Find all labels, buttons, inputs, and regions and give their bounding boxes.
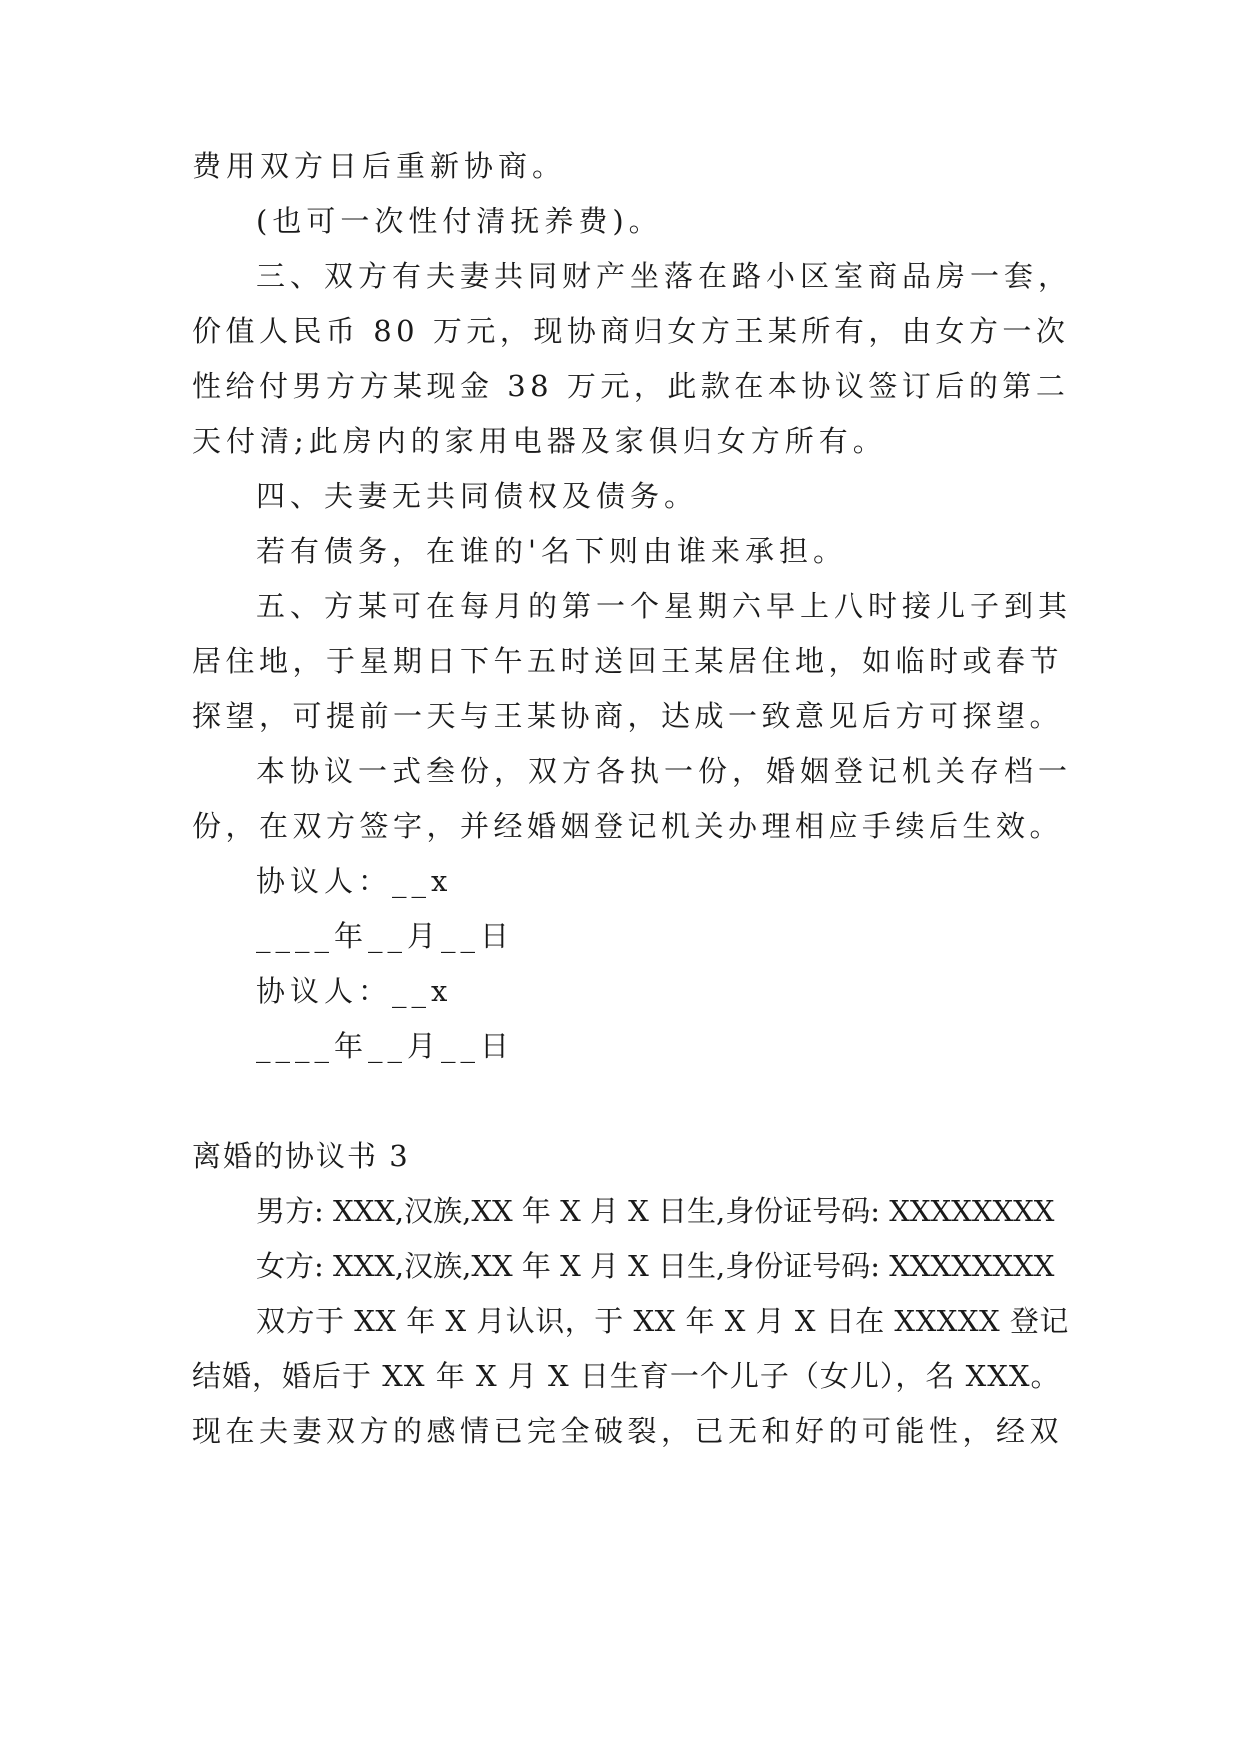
signatory-line: 协议人：__x: [256, 864, 453, 898]
date-line: ____年__月__日: [256, 919, 515, 953]
text-line: 男方: XXX,汉族,XX 年 X 月 X 日生,身份证号码: XXXXXXXX: [256, 1194, 1055, 1228]
text-line: 双方于 XX 年 X 月认识，于 XX 年 X 月 X 日在 XXXXX 登记: [256, 1304, 1069, 1338]
section-title: 离婚的协议书 3: [192, 1139, 410, 1173]
text-line: (也可一次性付清抚养费)。: [256, 204, 663, 238]
text-line: 本协议一式叁份，双方各执一份，婚姻登记机关存档一: [256, 754, 1073, 788]
text-line: 女方: XXX,汉族,XX 年 X 月 X 日生,身份证号码: XXXXXXXX: [256, 1249, 1055, 1283]
text-line: 结婚，婚后于 XX 年 X 月 X 日生育一个儿子（女儿），名 XXX。: [192, 1359, 1061, 1393]
text-line: 性给付男方方某现金 38 万元，此款在本协议签订后的第二: [192, 369, 1070, 403]
text-line: 费用双方日后重新协商。: [192, 149, 567, 183]
text-line: 四、夫妻无共同债权及债务。: [256, 479, 699, 513]
text-line: 份，在双方签字，并经婚姻登记机关办理相应手续后生效。: [192, 809, 1064, 843]
signatory-line: 协议人：__x: [256, 974, 453, 1008]
text-line: 价值人民币 80 万元，现协商归女方王某所有，由女方一次: [192, 314, 1070, 348]
text-line: 居住地，于星期日下午五时送回王某居住地，如临时或春节: [192, 644, 1064, 678]
text-line: 探望，可提前一天与王某协商，达成一致意见后方可探望。: [192, 699, 1064, 733]
date-line: ____年__月__日: [256, 1029, 515, 1063]
text-line: 现在夫妻双方的感情已完全破裂，已无和好的可能性，经双: [192, 1414, 1064, 1448]
text-line: 若有债务，在谁的'名下则由谁来承担。: [256, 534, 847, 568]
text-line: 五、方某可在每月的第一个星期六早上八时接儿子到其: [256, 589, 1073, 623]
text-line: 天付清;此房内的家用电器及家俱归女方所有。: [192, 424, 887, 458]
text-line: 三、双方有夫妻共同财产坐落在路小区室商品房一套，: [256, 259, 1073, 293]
